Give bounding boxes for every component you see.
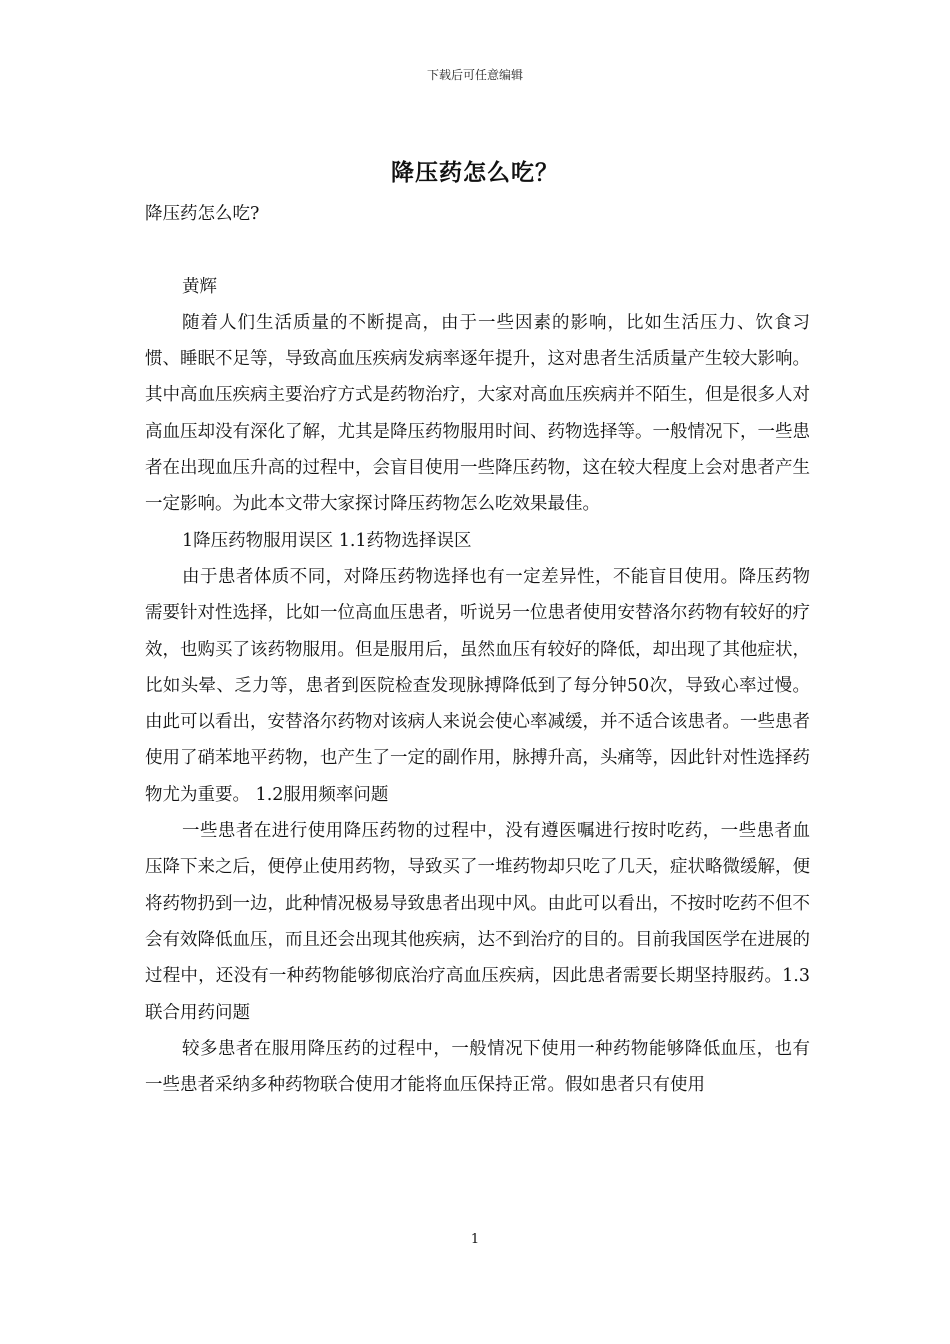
page-number: 1	[470, 1232, 480, 1247]
author-name: 黄辉	[182, 276, 217, 297]
section-heading-1: 1降压药物服用误区 1.1药物选择误区	[182, 530, 472, 551]
paragraph-dosing-frequency: 一些患者在进行使用降压药物的过程中，没有遵医嘱进行按时吃药，一些患者血压降下来之后，便停止使用药物，导致买了一堆药物却只吃了几天，症状略微缓解，便将药物扔到一边，此种情况极易导致患者出现中风。由此可以看出，不按时吃药不但不会有效降低血压，而且还会出现其他疾病，达不到治疗的目的。目前我国医学在进展的过程中，还没有一种药物能够彻底治疗高血压疾病，因此患者需要长期坚持服药。1.3联合用药问题	[145, 821, 810, 1023]
document-subtitle: 降压药怎么吃?	[145, 204, 260, 224]
document-body	[145, 196, 810, 1103]
paragraph-drug-selection: 由于患者体质不同，对降压药物选择也有一定差异性，不能盲目使用。降压药物需要针对性选择，比如一位高血压患者，听说另一位患者使用安替洛尔药物有较好的疗效，也购买了该药物服用。但是服用后，虽然血压有较好的降低，却出现了其他症状，比如头晕、乏力等，患者到医院检查发现脉搏降低到了每分钟50次，导致心率过慢。由此可以看出，安替洛尔药物对该病人来说会使心率减缓，并不适合该患者。一些患者使用了硝苯地平药物，也产生了一定的副作用，脉搏升高，头痛等，因此针对性选择药物尤为重要。 1.2服用频率问题	[145, 566, 810, 805]
page-header-note: 下载后可任意编辑	[426, 68, 523, 82]
paragraph-combination-therapy: 较多患者在服用降压药的过程中，一般情况下使用一种药物能够降低血压，也有一些患者采纳多种药物联合使用才能将血压保持正常。假如患者只有使用	[145, 1038, 810, 1096]
paragraph-intro: 随着人们生活质量的不断提高，由于一些因素的影响，比如生活压力、饮食习惯、睡眠不足等，导致高血压疾病发病率逐年提升，这对患者生活质量产生较大影响。其中高血压疾病主要治疗方式是药物治疗，大家对高血压疾病并不陌生，但是很多人对高血压却没有深化了解，尤其是降压药物服用时间、药物选择等。一般情况下，一些患者在出现血压升高的过程中，会盲目使用一些降压药物，这在较大程度上会对患者产生一定影响。为此本文带大家探讨降压药物怎么吃效果最佳。	[145, 312, 810, 515]
blank-line	[145, 232, 810, 268]
document-title: 降压药怎么吃？	[391, 159, 559, 186]
